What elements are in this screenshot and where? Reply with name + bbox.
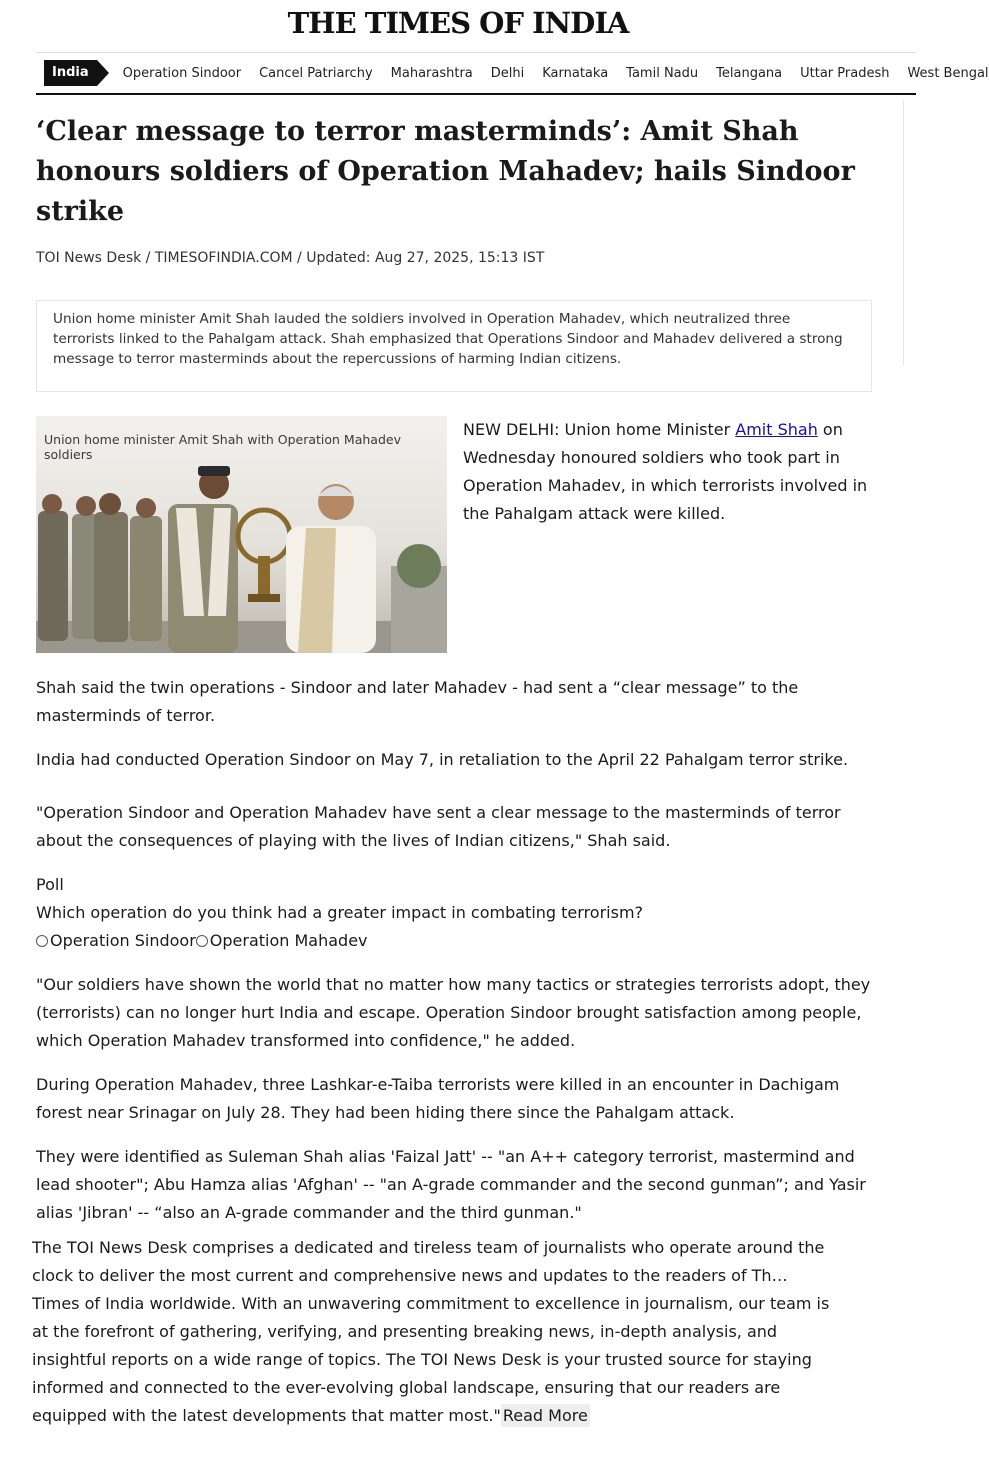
- paragraph-shah-quote: "Operation Sindoor and Operation Mahadev have sent a clear message to the masterminds of terror about the consequences of playing with the lives of Indian citizens," Shah said.: [36, 803, 841, 850]
- background-soldiers: [38, 493, 162, 642]
- nav-item-karnataka[interactable]: Karnataka: [542, 65, 609, 81]
- paragraph-twin-operations: Shah said the twin operations - Sindoor and later Mahadev - had sent a “clear message” to the masterminds of terror.: [36, 678, 799, 725]
- nav-item-telangana[interactable]: Telangana: [716, 65, 783, 81]
- side-rail: [903, 100, 917, 365]
- photo-caption: Union home minister Amit Shah with Operation Mahadev soldiers: [44, 432, 401, 462]
- paragraph-sindoor-date: India had conducted Operation Sindoor on May 7, in retaliation to the April 22 Pahalgam terror strike.: [36, 750, 849, 769]
- section-nav: [36, 52, 989, 95]
- article-photo[interactable]: [36, 416, 447, 653]
- nav-active-section[interactable]: India: [44, 60, 97, 86]
- poll-option-mahadev[interactable]: [196, 927, 368, 955]
- radio-mahadev[interactable]: [196, 935, 208, 947]
- article-lede: [463, 416, 878, 528]
- nav-item-maharashtra[interactable]: Maharashtra: [390, 65, 473, 81]
- radio-sindoor[interactable]: [36, 935, 48, 947]
- nav-item-tamil-nadu[interactable]: Tamil Nadu: [626, 65, 699, 81]
- site-logo[interactable]: THE TIMES OF INDIA: [287, 6, 629, 40]
- article-summary: Union home minister Amit Shah lauded the soldiers involved in Operation Mahadev, which neutralized three terrorists linked to the Pahalgam attack. Shah emphasized that Operations Sindoor and Mahadev delivered a strong message to terror masterminds about the repercussions of harming Indian citizens.: [53, 311, 843, 367]
- poll-options: [36, 927, 368, 955]
- article-headline: ‘Clear message to terror masterminds’: Amit Shah honours soldiers of Operation Mahadev; hails Sindoor strike: [36, 116, 855, 227]
- nav-item-west-bengal[interactable]: West Bengal: [907, 65, 989, 81]
- nav-item-operation-sindoor[interactable]: Operation Sindoor: [122, 65, 242, 81]
- paragraph-soldiers-quote: "Our soldiers have shown the world that no matter how many tactics or strategies terrorists adopt, they (terrorists) can no longer hurt India and escape. Operation Sindoor brought satisfaction among people, which Operation Mahadev transformed into confidence," he added.: [36, 975, 871, 1050]
- lede-text-start: NEW DELHI: Union home Minister: [463, 420, 736, 439]
- article-byline: TOI News Desk / TIMESOFINDIA.COM / Updated: Aug 27, 2025, 15:13 IST: [36, 250, 545, 266]
- lede-text-end: on Wednesday honoured soldiers who took part in Operation Mahadev, in which terrorists involved in the Pahalgam attack were killed.: [463, 420, 868, 523]
- poll-option-mahadev-label: Operation Mahadev: [209, 931, 368, 950]
- nav-item-delhi[interactable]: Delhi: [490, 65, 525, 81]
- poll-question: Which operation do you think had a greater impact in combating terrorism?: [36, 903, 644, 922]
- read-more-button[interactable]: Read More: [502, 1406, 588, 1425]
- poll-option-sindoor[interactable]: [36, 927, 196, 955]
- nav-item-uttar-pradesh[interactable]: Uttar Pradesh: [800, 65, 890, 81]
- paragraph-identified: They were identified as Suleman Shah alias 'Faizal Jatt' -- "an A++ category terrorist, mastermind and lead shooter"; Abu Hamza alias 'Afghan' -- "an A-grade commander and the second gunman”; and Yasir alias 'Jibran' -- “also an A-grade commander and the third gunman.": [36, 1147, 866, 1222]
- poll-option-sindoor-label: Operation Sindoor: [50, 931, 196, 950]
- amit-shah-link[interactable]: Amit Shah: [735, 420, 818, 439]
- article-summary-box: [36, 300, 872, 392]
- author-bio-text: The TOI News Desk comprises a dedicated and tireless team of journalists who operate around the clock to deliver the most current and comprehensive news and updates to the readers of Th… Times of India worldwide. With an unwavering commitment to excellence in journalism, our team is at the forefront of gathering, verifying, and presenting breaking news, in-depth analysis, and insightful reports on a wide range of topics. The TOI News Desk is your trusted source for staying informed and connected to the ever-evolving global landscape, ensuring that our readers are equipped with the latest developments that matter most.": [32, 1238, 830, 1425]
- nav-item-cancel-patriarchy[interactable]: Cancel Patriarchy: [259, 65, 373, 81]
- paragraph-encounter: During Operation Mahadev, three Lashkar-e-Taiba terrorists were killed in an encounter in Dachigam forest near Srinagar on July 28. They had been hiding there since the Pahalgam attack.: [36, 1075, 840, 1122]
- author-bio: [32, 1234, 832, 1430]
- poll-label: Poll: [36, 875, 64, 894]
